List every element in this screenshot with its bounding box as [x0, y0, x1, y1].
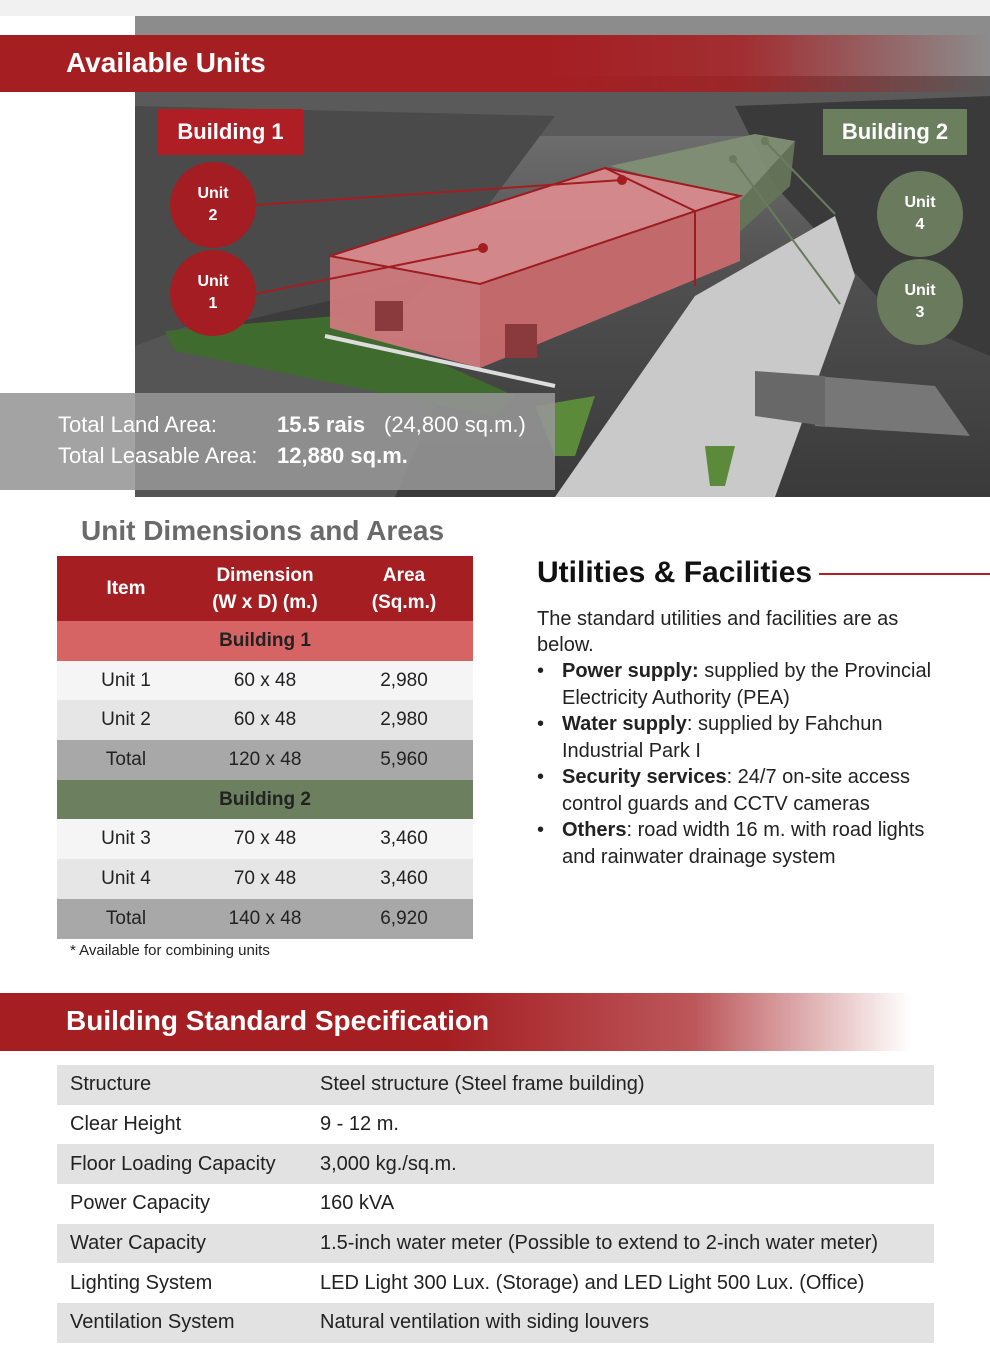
unit-marker-number: 2	[208, 207, 218, 224]
bullet-icon: •	[537, 713, 545, 735]
bullet-icon: •	[537, 766, 545, 788]
bullet-icon: •	[537, 660, 545, 682]
spec-banner	[0, 993, 990, 1051]
spec-row: Water Capacity 1.5-inch water meter (Possible to extend to 2-inch water meter)	[57, 1224, 934, 1264]
leasable-area-row	[58, 443, 408, 469]
spec-row: Structure Steel structure (Steel frame building)	[57, 1065, 934, 1105]
land-area-row	[58, 412, 526, 438]
bullet-icon: •	[537, 819, 545, 841]
unit-marker-number: 3	[915, 304, 925, 321]
list-item: • Others: road width 16 m. with road lights and rainwater drainage system	[537, 819, 925, 868]
table-row: Unit 3 70 x 48 3,460	[57, 819, 473, 859]
unit-marker-label: Unit	[197, 273, 229, 290]
table-row: Unit 4 70 x 48 3,460	[57, 859, 473, 899]
available-units-title: Available Units	[66, 47, 266, 78]
unit-marker-label: Unit	[904, 194, 936, 211]
dimensions-table	[57, 556, 473, 939]
unit-marker-number: 1	[208, 295, 218, 312]
spec-title: Building Standard Specification	[66, 1005, 490, 1036]
spec-row: Floor Loading Capacity 3,000 kg./sq.m.	[57, 1144, 934, 1184]
utilities-list	[537, 658, 957, 870]
table-row: Unit 1 60 x 48 2,980	[57, 661, 473, 701]
land-area-sqm: (24,800 sq.m.)	[384, 412, 526, 437]
combining-units-note: * Available for combining units	[70, 942, 270, 959]
utilities-title: Utilities & Facilities	[537, 556, 813, 589]
building-1-group-row: Building 1	[57, 621, 473, 661]
land-area-value: 15.5 rais	[277, 412, 366, 437]
col-header-area: Area (Sq.m.)	[335, 556, 473, 621]
utilities-intro: The standard utilities and facilities are as below.	[537, 608, 899, 656]
spec-row: Clear Height 9 - 12 m.	[57, 1105, 934, 1145]
total-row: Total 120 x 48 5,960	[57, 740, 473, 780]
table-row: Unit 2 60 x 48 2,980	[57, 700, 473, 740]
leasable-area-value: 12,880 sq.m.	[277, 443, 408, 468]
leasable-area-label: Total Leasable Area:	[58, 443, 258, 468]
col-header-dimension: Dimension (W x D) (m.)	[195, 556, 335, 621]
land-area-label: Total Land Area:	[58, 412, 218, 437]
utilities-divider	[819, 573, 990, 575]
unit-marker-label: Unit	[197, 185, 229, 202]
unit-1-marker	[170, 250, 256, 336]
list-item: • Power supply: supplied by the Provincial Electricity Authority (PEA)	[537, 660, 932, 709]
unit-2-marker	[170, 162, 256, 248]
spec-row: Lighting System LED Light 300 Lux. (Storage) and LED Light 500 Lux. (Office)	[57, 1263, 934, 1303]
unit-marker-number: 4	[915, 216, 925, 233]
spec-row: Power Capacity 160 kVA	[57, 1184, 934, 1224]
dimensions-title: Unit Dimensions and Areas	[81, 515, 445, 546]
unit-3-marker	[877, 259, 963, 345]
available-units-banner	[0, 35, 990, 92]
total-area-box	[0, 393, 555, 490]
spec-table	[57, 1065, 934, 1343]
list-item: • Security services: 24/7 on-site access control guards and CCTV cameras	[537, 766, 910, 815]
building-1-label: Building 1	[158, 109, 303, 155]
building-2-label: Building 2	[823, 109, 967, 155]
unit-4-marker	[877, 171, 963, 257]
unit-marker-label: Unit	[904, 282, 936, 299]
list-item: • Water supply: supplied by Fahchun Industrial Park I	[537, 713, 883, 762]
building-2-group-row: Building 2	[57, 780, 473, 820]
top-strip	[0, 0, 990, 16]
col-header-item: Item	[57, 556, 195, 621]
spec-row: Ventilation System Natural ventilation with siding louvers	[57, 1303, 934, 1343]
total-row: Total 140 x 48 6,920	[57, 899, 473, 939]
